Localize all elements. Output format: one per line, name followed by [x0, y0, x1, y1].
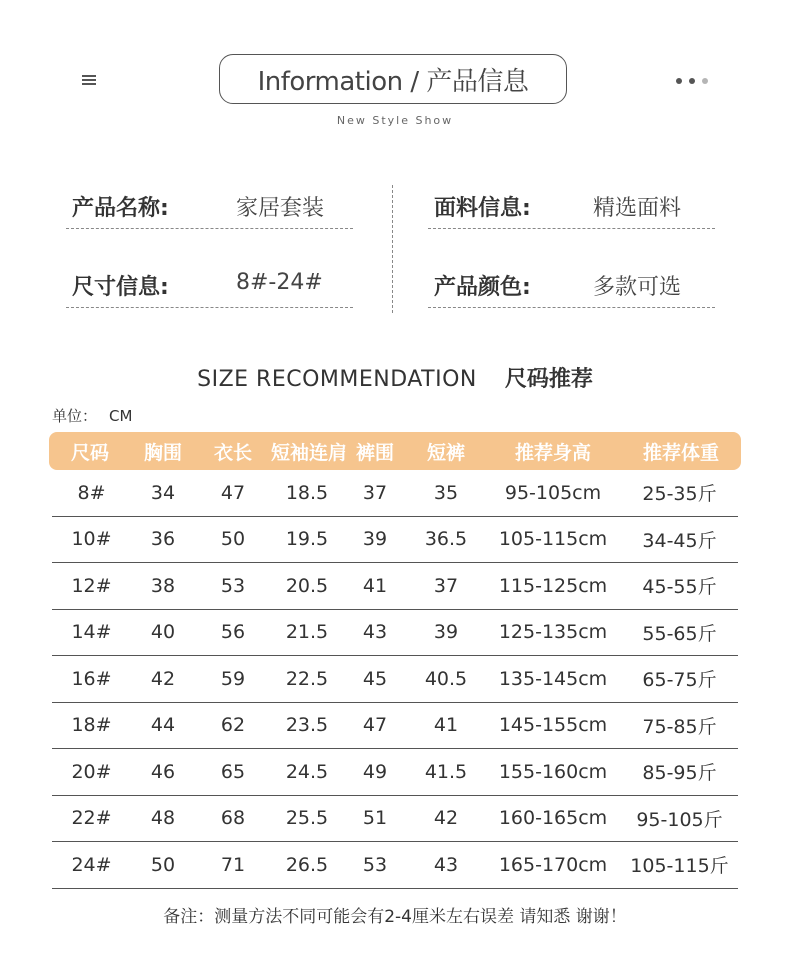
table-cell: 135-145cm: [498, 667, 608, 690]
table-cell: 37: [433, 574, 459, 597]
column-header: 短袖连肩: [271, 441, 348, 464]
dashed-divider: [66, 228, 353, 229]
table-cell: 12#: [71, 574, 112, 597]
table-cell: 22#: [71, 807, 112, 830]
table-cell: 50: [220, 528, 246, 551]
unit-label: [52, 405, 132, 426]
table-row: [52, 610, 738, 657]
table-cell: 40.5: [424, 667, 468, 690]
table-cell: 145-155cm: [498, 714, 608, 737]
size-title-cn: 尺码推荐: [504, 367, 593, 392]
table-cell: 41: [362, 574, 388, 597]
table-cell: 95-105斤: [636, 808, 723, 831]
table-row: [52, 656, 738, 703]
table-cell: 43: [433, 853, 459, 876]
table-cell: 42: [150, 667, 176, 690]
size-title-en: SIZE RECOMMENDATION: [197, 367, 477, 392]
info-fabric: [428, 185, 715, 229]
table-cell: 24.5: [285, 760, 329, 783]
table-cell: 39: [362, 528, 388, 551]
hamburger-icon[interactable]: [82, 75, 96, 87]
info-value: 8#-24#: [236, 270, 323, 295]
info-value: 多款可选: [593, 275, 682, 300]
footnote: 备注：测量方法不同可能会有2-4厘米左右误差 请知悉 谢谢！: [163, 907, 627, 927]
info-size: [66, 264, 353, 308]
table-cell: 40: [150, 621, 176, 644]
table-cell: 36.5: [424, 528, 468, 551]
info-label: 面料信息:: [434, 196, 531, 221]
table-cell: 41: [433, 714, 459, 737]
table-cell: 21.5: [285, 621, 329, 644]
table-body: [49, 470, 741, 889]
table-cell: 39: [433, 621, 459, 644]
table-cell: 53: [362, 853, 388, 876]
table-row: [52, 703, 738, 750]
table-cell: 56: [220, 621, 246, 644]
info-product-name: [66, 185, 353, 229]
table-cell: 85-95斤: [642, 762, 717, 785]
info-color: [428, 264, 715, 308]
table-cell: 53: [220, 574, 246, 597]
more-dots-icon[interactable]: [676, 78, 708, 84]
table-cell: 10#: [71, 528, 112, 551]
table-cell: 49: [362, 760, 388, 783]
table-cell: 155-160cm: [498, 760, 608, 783]
table-cell: 59: [220, 667, 246, 690]
table-row: [52, 470, 738, 517]
size-section-title: [0, 362, 790, 393]
table-cell: 65: [220, 760, 246, 783]
info-label: 产品颜色:: [434, 275, 531, 300]
table-cell: 34-45斤: [642, 529, 717, 552]
table-cell: 48: [150, 807, 176, 830]
table-cell: 105-115斤: [630, 855, 729, 878]
table-cell: 36: [150, 528, 176, 551]
page-subtitle: New Style Show: [336, 114, 454, 127]
info-label: 产品名称:: [72, 196, 169, 221]
table-cell: 25.5: [285, 807, 329, 830]
table-cell: 45: [362, 667, 388, 690]
table-cell: 71: [220, 853, 246, 876]
column-header: 尺码: [70, 441, 109, 464]
column-header: 胸围: [143, 441, 182, 464]
table-cell: 41.5: [424, 760, 468, 783]
table-cell: 75-85斤: [642, 715, 717, 738]
table-cell: 14#: [71, 621, 112, 644]
column-header: 推荐身高: [514, 441, 591, 464]
table-cell: 24#: [71, 853, 112, 876]
table-cell: 37: [362, 481, 388, 504]
table-cell: 125-135cm: [498, 621, 608, 644]
table-cell: 8#: [77, 481, 106, 504]
vertical-divider: [392, 185, 393, 313]
table-cell: 26.5: [285, 853, 329, 876]
table-row: [52, 517, 738, 564]
table-cell: 18.5: [285, 481, 329, 504]
column-header: 短裤: [426, 441, 465, 464]
table-cell: 35: [433, 481, 459, 504]
table-cell: 25-35斤: [642, 483, 717, 506]
table-cell: 43: [362, 621, 388, 644]
dashed-divider: [428, 307, 715, 308]
table-row: [52, 796, 738, 843]
column-header: 衣长: [213, 441, 252, 464]
table-cell: 22.5: [285, 667, 329, 690]
table-cell: 19.5: [285, 528, 329, 551]
table-cell: 55-65斤: [642, 622, 717, 645]
table-cell: 115-125cm: [498, 574, 608, 597]
table-header: [49, 432, 741, 470]
table-cell: 160-165cm: [498, 807, 608, 830]
table-cell: 165-170cm: [498, 853, 608, 876]
table-cell: 34: [150, 481, 176, 504]
column-header: 裤围: [355, 441, 394, 464]
table-cell: 50: [150, 853, 176, 876]
dashed-divider: [428, 228, 715, 229]
info-value: 家居套装: [236, 196, 325, 221]
table-cell: 46: [150, 760, 176, 783]
table-cell: 16#: [71, 667, 112, 690]
table-cell: 65-75斤: [642, 669, 717, 692]
table-cell: 18#: [71, 714, 112, 737]
table-cell: 47: [220, 481, 246, 504]
table-cell: 105-115cm: [498, 528, 608, 551]
table-cell: 47: [362, 714, 388, 737]
unit-value: CM: [109, 407, 133, 425]
table-cell: 20#: [71, 760, 112, 783]
table-cell: 68: [220, 807, 246, 830]
table-cell: 23.5: [285, 714, 329, 737]
table-cell: 45-55斤: [642, 576, 717, 599]
table-row: [52, 842, 738, 889]
size-table: [49, 432, 741, 889]
unit-caption: 单位：: [52, 407, 98, 425]
table-cell: 38: [150, 574, 176, 597]
info-value: 精选面料: [593, 196, 682, 221]
table-cell: 95-105cm: [504, 481, 602, 504]
table-row: [52, 749, 738, 796]
column-header: 推荐体重: [642, 441, 719, 464]
table-row: [52, 563, 738, 610]
info-label: 尺寸信息:: [72, 275, 169, 300]
table-cell: 42: [433, 807, 459, 830]
table-cell: 51: [362, 807, 388, 830]
dashed-divider: [66, 307, 353, 308]
table-cell: 20.5: [285, 574, 329, 597]
table-cell: 62: [220, 714, 246, 737]
page-title: Information / 产品信息: [219, 54, 567, 104]
table-cell: 44: [150, 714, 176, 737]
